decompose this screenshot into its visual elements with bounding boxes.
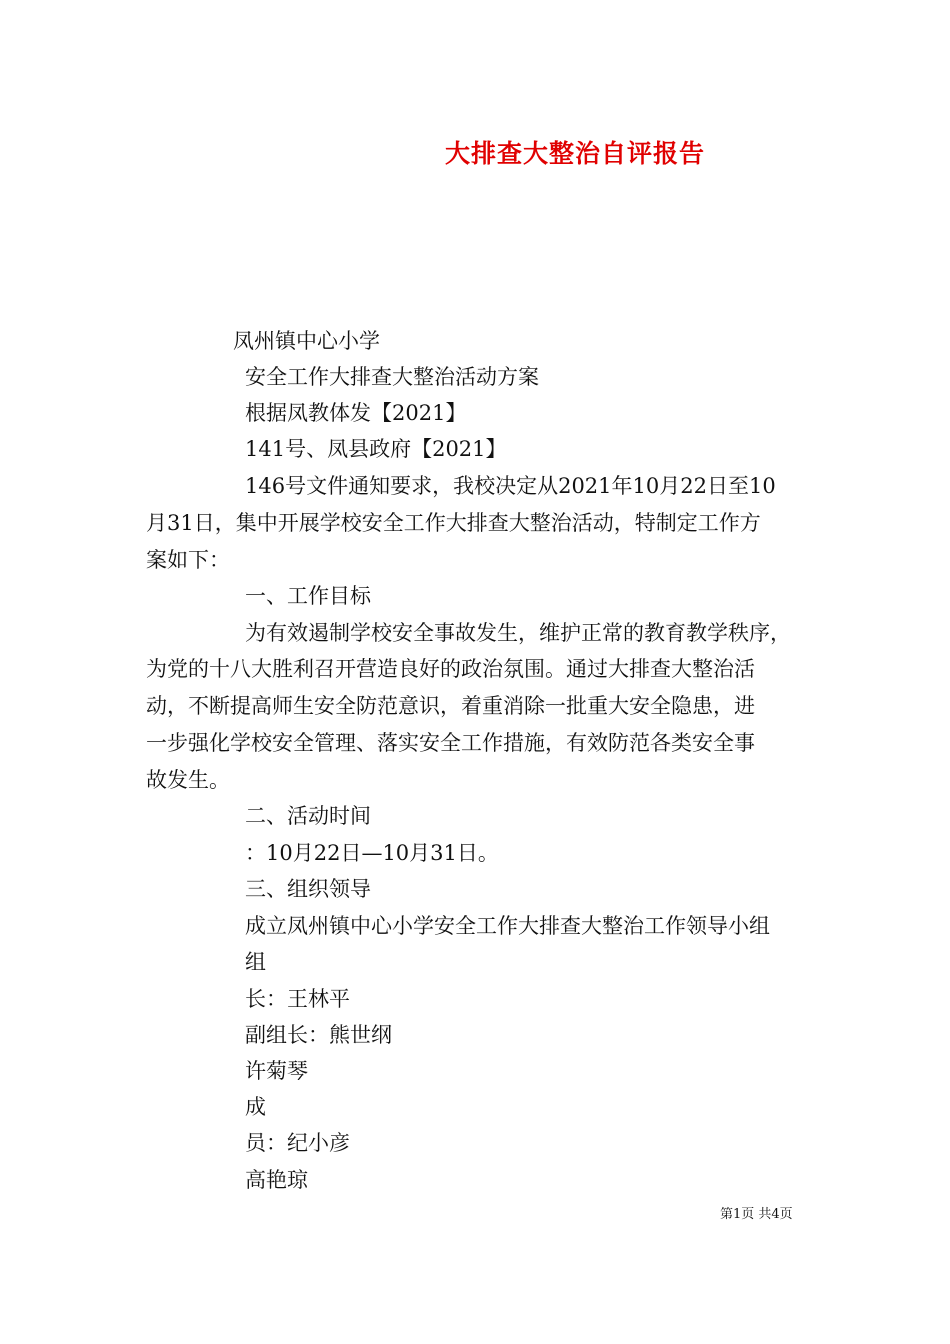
text-line: 案如下： [146, 548, 230, 572]
text-line: 故发生。 [146, 768, 230, 792]
text-line: 146号文件通知要求，我校决定从2021年10月22日至10 [245, 474, 776, 498]
text-line: ：10月22日—10月31日。 [245, 841, 499, 865]
section-heading: 一、工作目标 [245, 584, 371, 608]
text-line: 许菊琴 [245, 1059, 308, 1083]
text-line: 高艳琼 [245, 1168, 308, 1192]
text-line: 凤州镇中心小学 [233, 329, 380, 353]
text-line: 成 [245, 1095, 266, 1119]
text-line: 为有效遏制学校安全事故发生，维护正常的教育教学秩序， [245, 621, 791, 645]
text-line: 员：纪小彦 [245, 1131, 350, 1155]
text-line: 141号、凤县政府【2021】 [245, 437, 507, 461]
section-heading: 二、活动时间 [245, 804, 371, 828]
text-line: 根据凤教体发【2021】 [245, 401, 467, 425]
text-line: 副组长：熊世纲 [245, 1023, 392, 1047]
text-line: 安全工作大排查大整治活动方案 [245, 365, 539, 389]
text-line: 月31日，集中开展学校安全工作大排查大整治活动，特制定工作方 [146, 511, 761, 535]
page-number: 第1页 共4页 [720, 1207, 793, 1222]
text-line: 为党的十八大胜利召开营造良好的政治氛围。通过大排查大整治活 [146, 657, 755, 681]
text-line: 组 [245, 950, 266, 974]
text-line: 动，不断提高师生安全防范意识，着重消除一批重大安全隐患，进 [146, 694, 755, 718]
page-title: 大排查大整治自评报告 [444, 139, 705, 168]
text-line: 长：王林平 [245, 987, 350, 1011]
text-line: 成立凤州镇中心小学安全工作大排查大整治工作领导小组 [245, 914, 770, 938]
text-line: 一步强化学校安全管理、落实安全工作措施，有效防范各类安全事 [146, 731, 755, 755]
section-heading: 三、组织领导 [245, 877, 371, 901]
